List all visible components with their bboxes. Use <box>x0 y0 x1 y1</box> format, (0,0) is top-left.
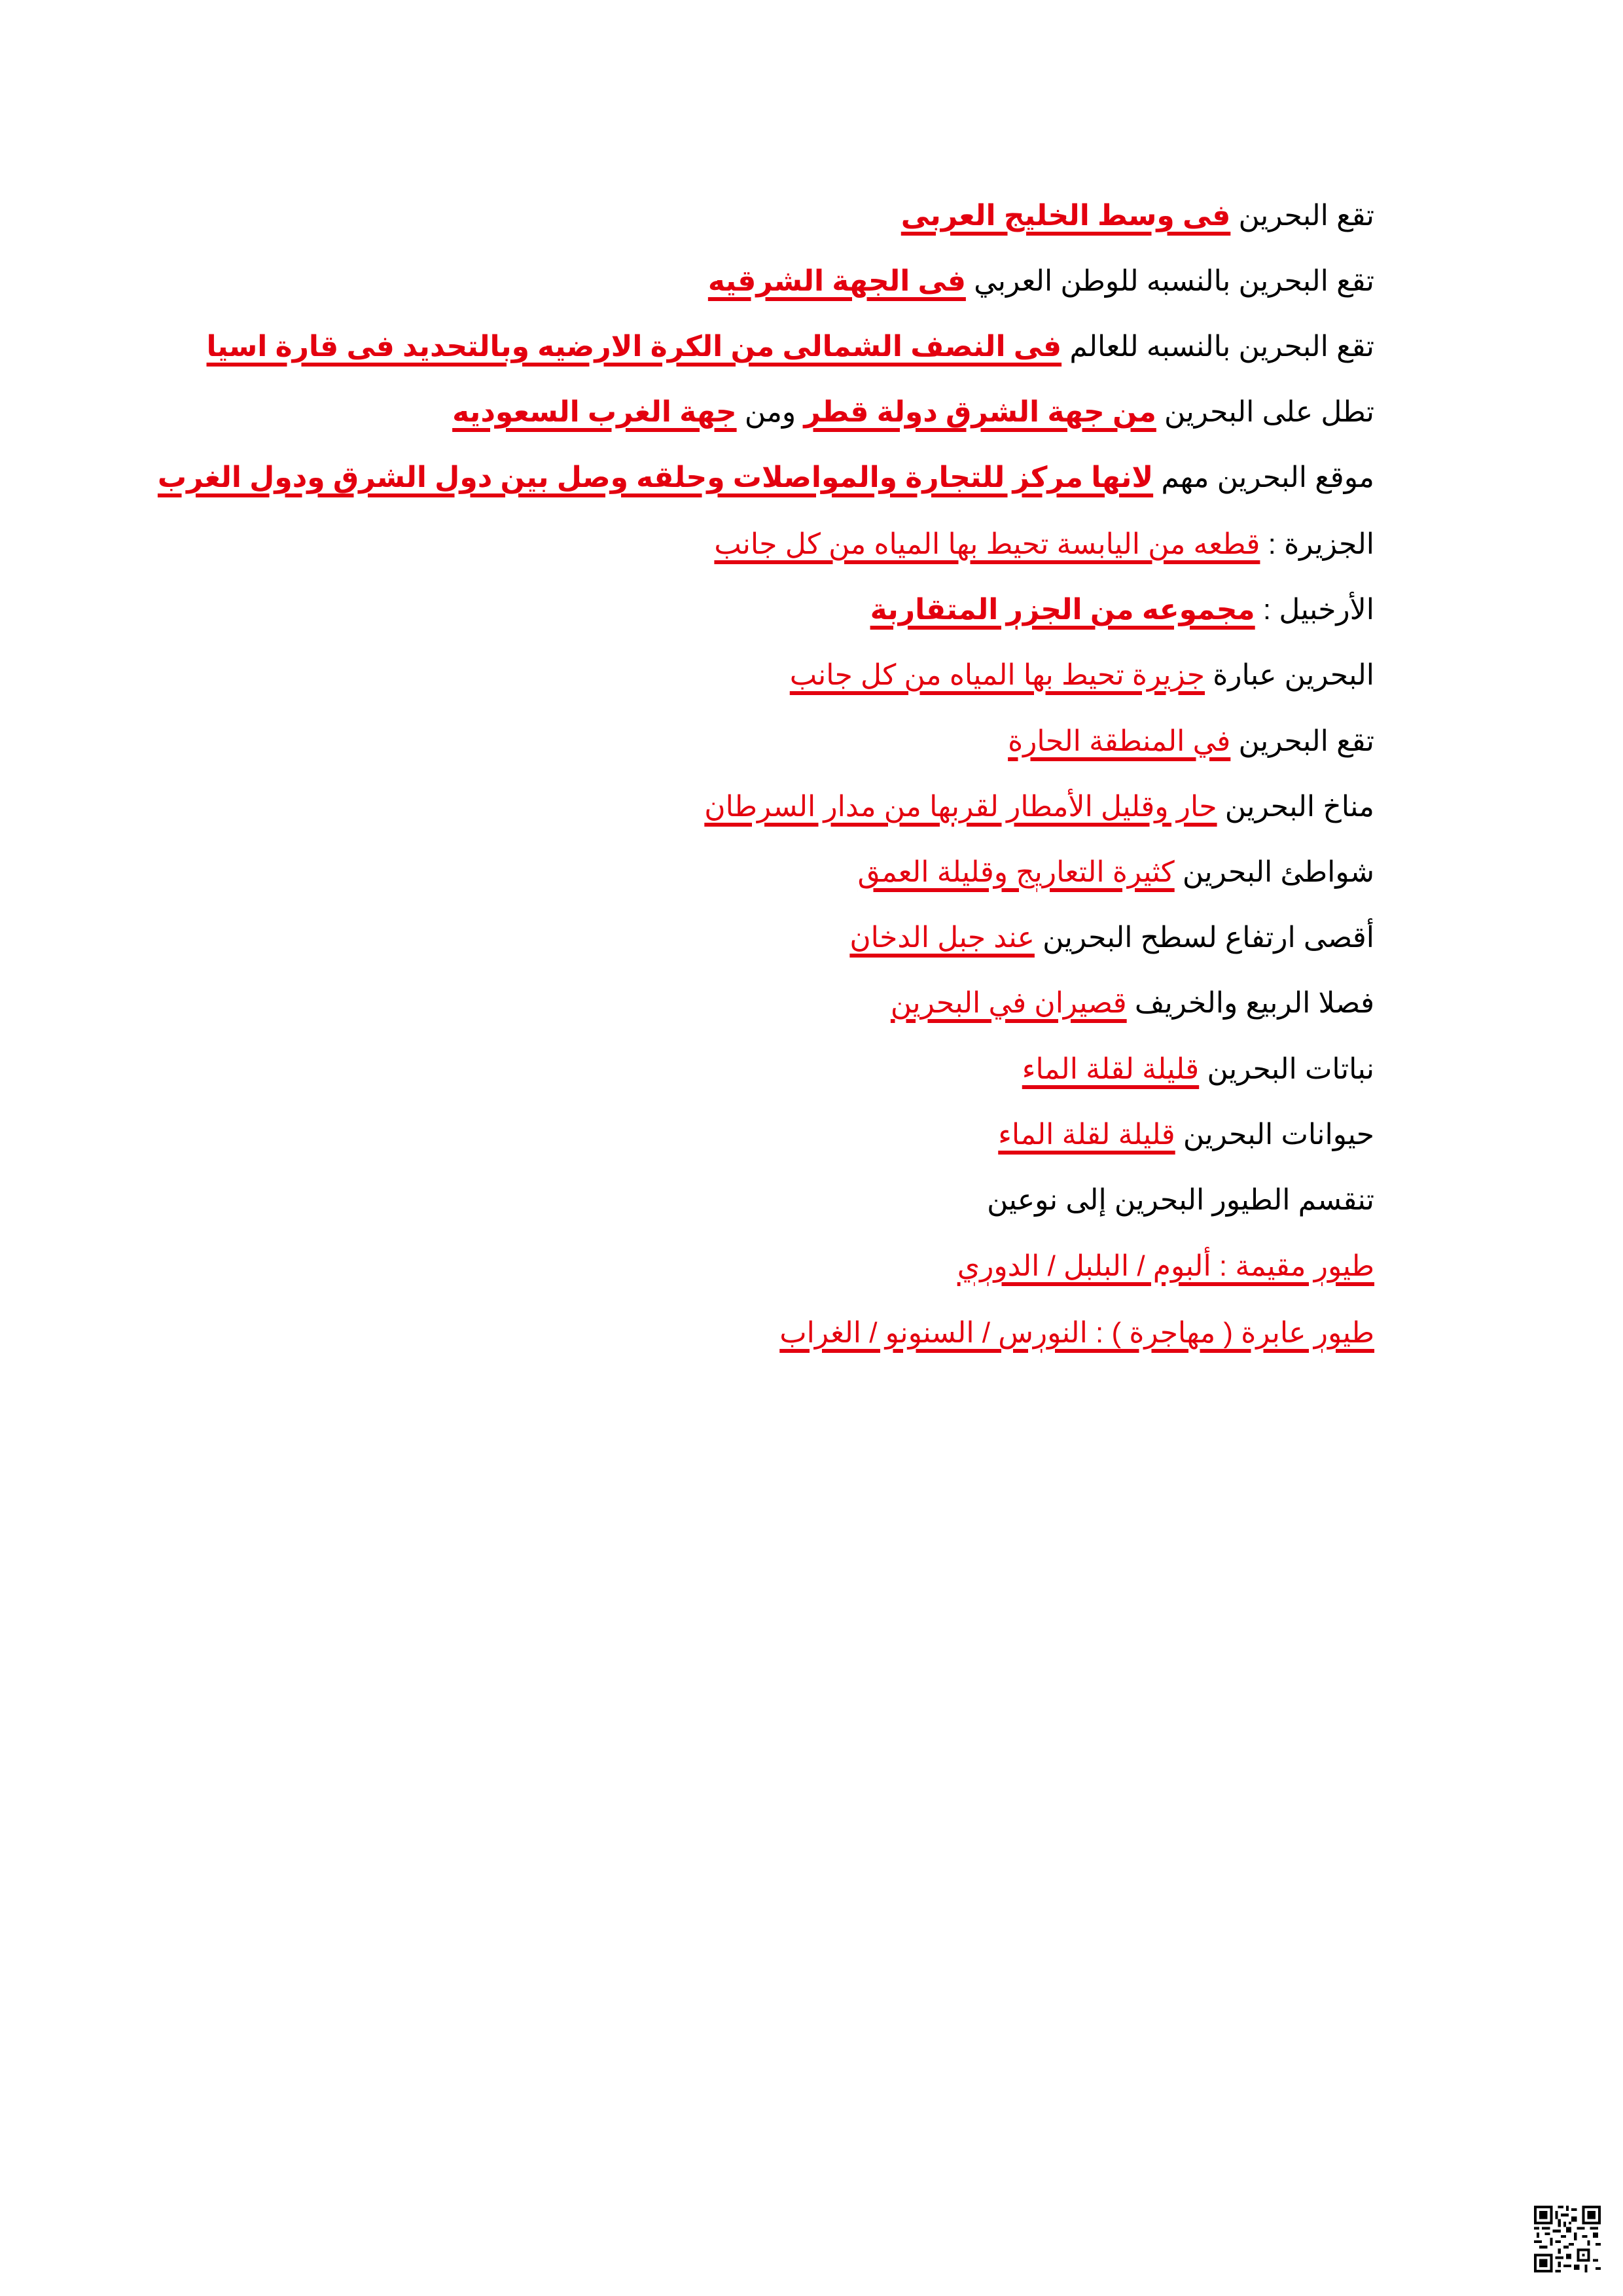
line-answer: طيور عابرة ( مهاجرة ) : النورس / السنونو / الغراب <box>779 1317 1374 1349</box>
line-answer: قليلة لقلة الماء <box>998 1119 1175 1151</box>
line-answer: حار وقليل الأمطار لقربها من مدار السرطان <box>704 791 1217 823</box>
line-7 <box>131 590 1374 630</box>
line-answer: من جهة الشرق دولة قطر <box>804 396 1156 428</box>
line-3 <box>131 327 1374 367</box>
line-17 <box>131 1247 1374 1286</box>
line-1 <box>131 196 1374 236</box>
qr-code-icon <box>1534 2206 1601 2272</box>
line-18 <box>131 1314 1374 1353</box>
line-answer: فى النصف الشمالى من الكرة الارضيه وبالتحديد فى قارة اسيا <box>206 331 1062 363</box>
line-answer: عند جبل الدخان <box>849 922 1035 954</box>
line-prefix: تنقسم الطيور البحرين إلى نوعين <box>987 1184 1374 1216</box>
line-8 <box>131 656 1374 695</box>
line-9 <box>131 722 1374 761</box>
line-prefix: شواطئ البحرين <box>1174 856 1374 888</box>
line-prefix: مناخ البحرين <box>1217 791 1374 823</box>
line-2 <box>131 262 1374 301</box>
line-prefix: أقصى ارتفاع لسطح البحرين <box>1034 922 1374 954</box>
line-14 <box>131 1050 1374 1089</box>
line-prefix: تقع البحرين بالنسبه للوطن العربي <box>965 265 1374 297</box>
line-answer: جزيرة تحيط بها المياه من كل جانب <box>789 659 1205 691</box>
line-prefix: تقع البحرين <box>1230 200 1374 232</box>
line-4 <box>131 393 1374 432</box>
line-16 <box>131 1181 1374 1220</box>
line-answer: لانها مركز للتجارة والمواصلات وحلقه وصل بين دول الشرق ودول الغرب <box>157 461 1154 493</box>
line-5 <box>131 458 1374 497</box>
line-prefix: موقع البحرين مهم <box>1153 461 1374 493</box>
line-answer: قليلة لقلة الماء <box>1022 1053 1200 1085</box>
line-answer-2: جهة الغرب السعوديه <box>452 396 737 428</box>
line-6 <box>131 525 1374 564</box>
line-prefix: حيوانات البحرين <box>1175 1119 1374 1151</box>
line-12 <box>131 918 1374 958</box>
line-prefix: الأرخبيل : <box>1255 594 1374 626</box>
line-answer: مجموعه من الجزر المتقاربة <box>870 594 1255 626</box>
line-prefix: تطل على البحرين <box>1156 396 1374 428</box>
line-prefix: فصلا الربيع والخريف <box>1126 987 1374 1019</box>
line-13 <box>131 984 1374 1023</box>
line-15 <box>131 1115 1374 1155</box>
line-prefix: تقع البحرين بالنسبه للعالم <box>1061 331 1374 363</box>
line-prefix: نباتات البحرين <box>1199 1053 1374 1085</box>
line-answer: فى وسط الخليج العربى <box>901 200 1231 232</box>
line-answer: فى الجهة الشرقيه <box>707 265 966 297</box>
line-middle: ومن <box>736 396 804 428</box>
line-11 <box>131 853 1374 892</box>
line-answer: قطعه من اليابسة تحيط بها المياه من كل جانب <box>714 528 1260 560</box>
line-answer: في المنطقة الحارة <box>1008 725 1231 757</box>
line-answer: كثيرة التعاريج وقليلة العمق <box>857 856 1175 888</box>
line-prefix: تقع البحرين <box>1230 725 1374 757</box>
line-answer: طيور مقيمة : ألبوم / البلبل / الدوري <box>957 1250 1374 1282</box>
line-10 <box>131 787 1374 827</box>
line-prefix: الجزيرة : <box>1260 528 1374 560</box>
line-prefix: البحرين عبارة <box>1204 659 1374 691</box>
line-answer: قصيران في البحرين <box>890 987 1127 1019</box>
